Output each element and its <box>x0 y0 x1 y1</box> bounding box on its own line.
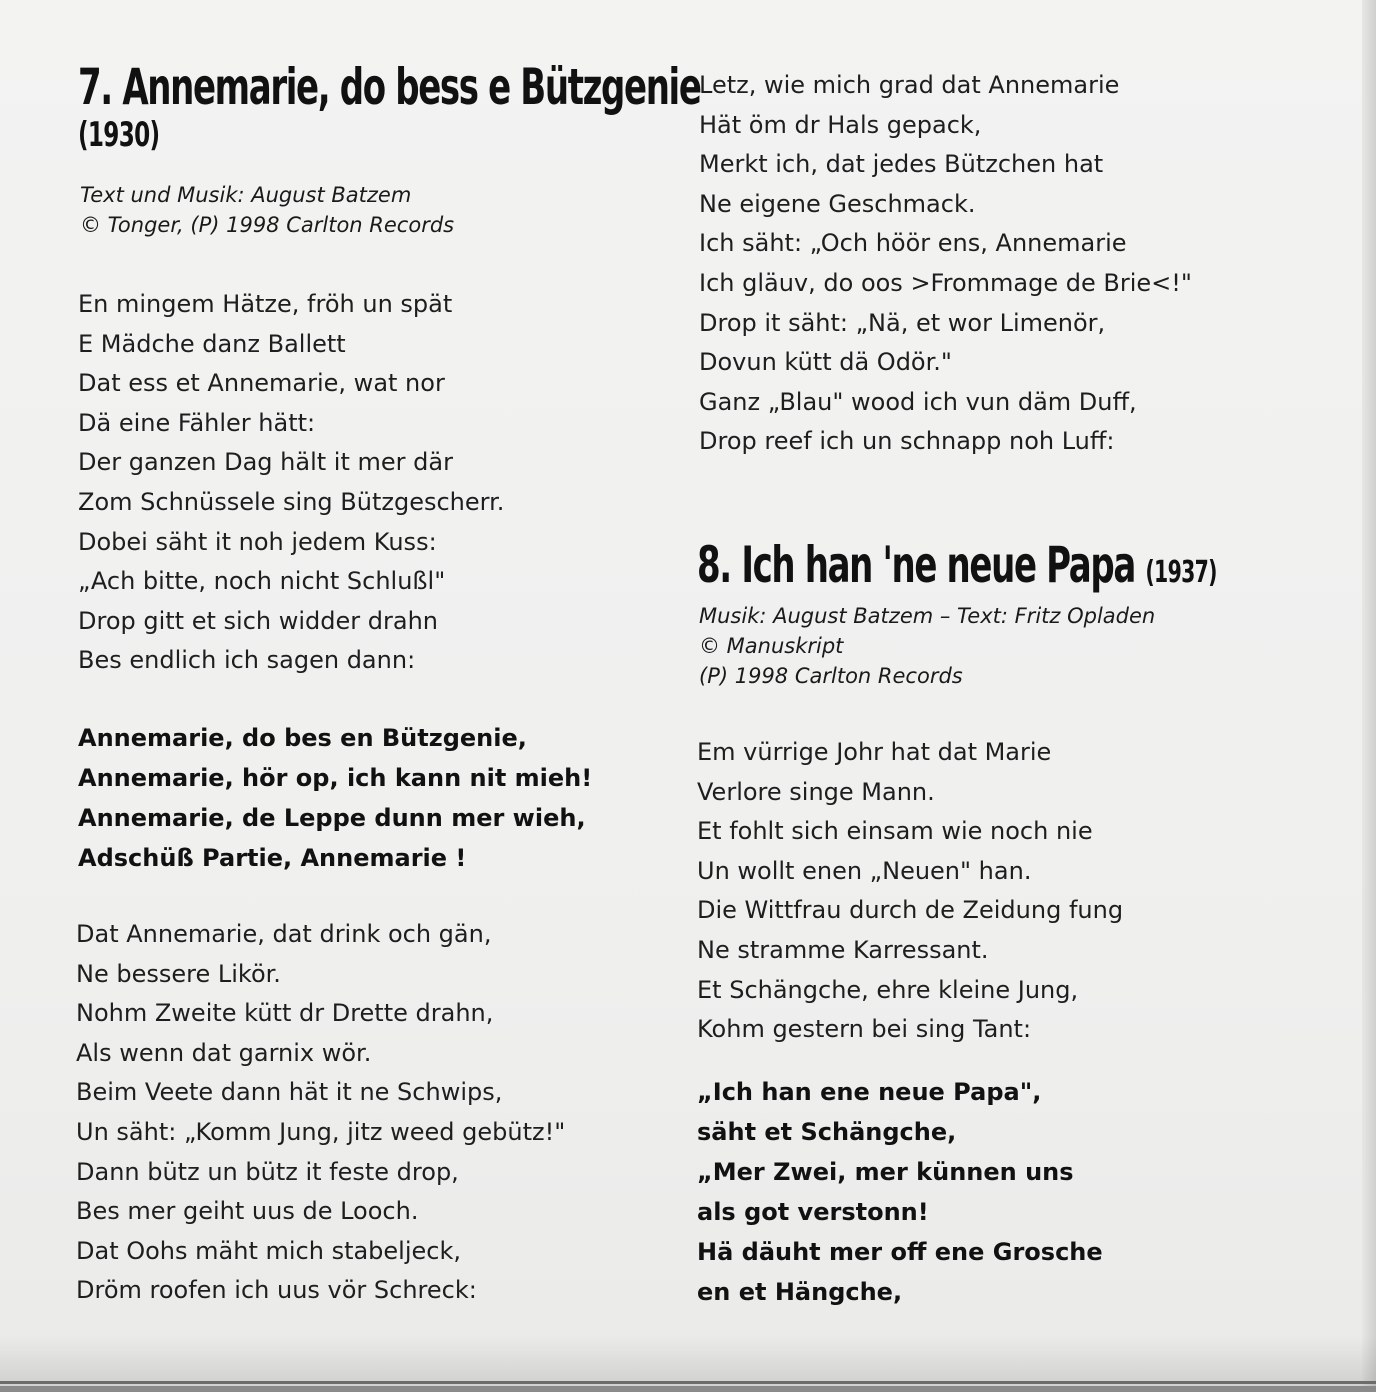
chorus-line: Annemarie, hör op, ich kann nit mieh! <box>78 764 593 792</box>
lyric-line: Die Wittfrau durch de Zeidung fung <box>697 896 1124 925</box>
lyric-line: Dä eine Fähler hätt: <box>78 408 316 437</box>
song-8-heading <box>697 538 1376 600</box>
lyric-line: Dat ess et Annemarie, wat nor <box>78 369 445 398</box>
lyric-line: Dat Oohs mäht mich stabeljeck, <box>76 1236 462 1265</box>
song-8-chorus <box>697 1072 1103 1312</box>
chorus-line: Annemarie, do bes en Bützgenie, <box>78 724 527 752</box>
lyric-line: Em vürrige Johr hat dat Marie <box>697 738 1052 766</box>
chorus-line: Hä däuht mer off ene Grosche <box>697 1238 1103 1266</box>
song-8-year: (1937) <box>1145 555 1217 590</box>
song-8-title-row <box>697 538 1217 600</box>
song-8-verse-1 <box>697 733 1123 1050</box>
song-8-credit-copyright: © Manuskript <box>699 634 844 658</box>
song-7-credits <box>80 180 680 240</box>
lyric-line: Ne bessere Likör. <box>76 959 281 988</box>
lyric-line: Zom Schnüssele sing Bützgescherr. <box>78 487 505 516</box>
song-8-credit-authors: Musik: August Batzem – Text: Fritz Opladen <box>699 604 1156 628</box>
lyric-line: Bes endlich ich sagen dann: <box>78 646 416 675</box>
song-7-verse-3 <box>699 66 1192 462</box>
song-8-title: 8. Ich han 'ne neue Papa <box>697 536 1135 594</box>
lyric-line: Merkt ich, dat jedes Bützchen hat <box>699 150 1104 179</box>
lyric-line: Drop it säht: „Nä, et wor Limenör, <box>699 308 1106 337</box>
lyric-line: Dröm roofen ich uus vör Schreck: <box>76 1276 477 1305</box>
lyric-line: Dobei säht it noh jedem Kuss: <box>78 527 437 556</box>
song-8-credit-recording: (P) 1998 Carlton Records <box>699 664 963 688</box>
lyric-line: Kohm gestern bei sing Tant: <box>697 1015 1032 1044</box>
lyric-line: Nohm Zweite kütt dr Drette drahn, <box>76 999 494 1028</box>
chorus-line: Adschüß Partie, Annemarie ! <box>78 844 467 872</box>
lyric-line: Drop gitt et sich widder drahn <box>78 606 438 635</box>
lyric-line: Letz, wie mich grad dat Annemarie <box>699 71 1120 99</box>
song-7-verse-2 <box>76 915 565 1311</box>
page-bottom-edge <box>0 1386 1376 1392</box>
lyric-line: Un wollt enen „Neuen" han. <box>697 856 1032 885</box>
lyric-line: Verlore singe Mann. <box>697 777 935 806</box>
lyric-line: Dat Annemarie, dat drink och gän, <box>76 920 492 948</box>
chorus-line: Annemarie, de Leppe dunn mer wieh, <box>78 804 586 832</box>
lyric-line: Dovun kütt dä Odör." <box>699 348 952 377</box>
song-7-credit-authors: Text und Musik: August Batzem <box>80 183 412 207</box>
lyric-line: E Mädche danz Ballett <box>78 329 346 358</box>
lyric-line: Als wenn dat garnix wör. <box>76 1038 372 1067</box>
page-right-edge <box>1362 0 1376 1392</box>
lyric-line: Dann bütz un bütz it feste drop, <box>76 1157 459 1186</box>
chorus-line: „Mer Zwei, mer künnen uns <box>697 1158 1074 1186</box>
song-7-title: 7. Annemarie, do bess e Bützgenie <box>78 58 701 116</box>
song-7-chorus <box>78 718 592 878</box>
lyric-line: Ganz „Blau" wood ich vun däm Duff, <box>699 387 1137 416</box>
lyric-line: „Ach bitte, noch nicht Schlußl" <box>78 567 446 596</box>
lyric-line: Et fohlt sich einsam wie noch nie <box>697 817 1093 846</box>
chorus-line: als got verstonn! <box>697 1198 929 1226</box>
song-7-year: (1930) <box>78 115 160 155</box>
lyric-line: Ne eigene Geschmack. <box>699 189 976 218</box>
lyric-line: Et Schängche, ehre kleine Jung, <box>697 975 1079 1004</box>
chorus-line: „Ich han ene neue Papa", <box>697 1078 1042 1106</box>
lyric-line: En mingem Hätze, fröh un spät <box>78 290 453 318</box>
lyric-line: Ich säht: „Och höör ens, Annemarie <box>699 229 1127 258</box>
song-7-verse-1 <box>78 285 504 681</box>
lyric-line: Beim Veete dann hät it ne Schwips, <box>76 1078 503 1107</box>
chorus-line: en et Hängche, <box>697 1278 903 1306</box>
song-8-credits <box>699 601 1299 691</box>
lyric-line: Ne stramme Karressant. <box>697 935 989 964</box>
lyric-line: Ich gläuv, do oos >Frommage de Brie<!" <box>699 268 1192 297</box>
lyric-line: Hät öm dr Hals gepack, <box>699 110 982 139</box>
chorus-line: säht et Schängche, <box>697 1118 957 1146</box>
lyric-line: Drop reef ich un schnapp noh Luff: <box>699 427 1115 456</box>
page-bottom-rule <box>0 1381 1376 1384</box>
lyric-line: Der ganzen Dag hält it mer där <box>78 448 453 477</box>
song-7-credit-publisher: © Tonger, (P) 1998 Carlton Records <box>80 213 455 237</box>
lyric-line: Bes mer geiht uus de Looch. <box>76 1197 419 1226</box>
lyric-line: Un säht: „Komm Jung, jitz weed gebütz!" <box>76 1117 566 1146</box>
